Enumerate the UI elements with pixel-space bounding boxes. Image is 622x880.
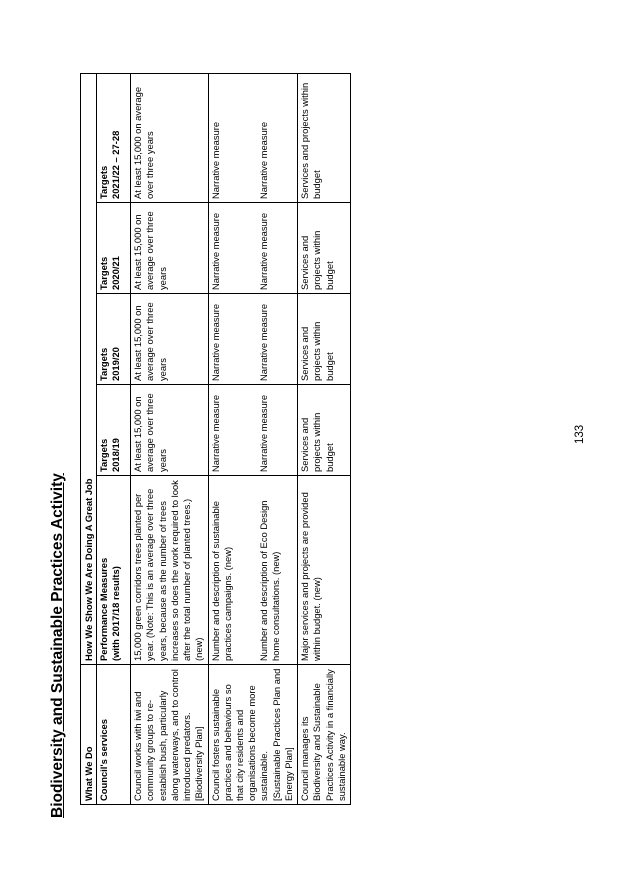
target-cell [208, 385, 298, 476]
measure-campaigns: Number and description of sustainable practices campaigns. (new) [209, 501, 233, 661]
header-measures: Performance Measures (with 2017/18 results) [97, 476, 131, 665]
target-narrative: Narrative measure [257, 121, 269, 199]
target-cell [208, 294, 298, 385]
group-header-row [81, 73, 97, 804]
service-cell: Council manages its Biodiversity and Sustainable Practices Activity in a financially sustainable way. [298, 665, 351, 805]
target-cell: Services and projects within budget [298, 203, 351, 294]
target-cell [208, 203, 298, 294]
target-narrative: Narrative measure [257, 394, 269, 472]
target-narrative: Narrative measure [257, 212, 269, 290]
target-narrative: Narrative measure [257, 303, 269, 381]
header-target-2021-28: Targets 2021/22 – 27-28 [97, 73, 131, 202]
header-services: Council's services [97, 665, 131, 805]
measure-cell: Major services and projects are provided within budget. (new) [298, 476, 351, 665]
table-row [208, 73, 298, 804]
page-title: Biodiversity and Sustainable Practices Activity [49, 473, 66, 818]
header-target-2019-20: Targets 2019/20 [97, 294, 131, 385]
group-header-what: What We Do [81, 665, 97, 805]
performance-table [80, 74, 351, 805]
target-narrative: Narrative measure [209, 303, 221, 381]
target-narrative: Narrative measure [209, 121, 221, 199]
target-cell: At least 15,000 on average over three years [131, 385, 208, 476]
page-number: 133 [574, 424, 586, 444]
target-cell: At least 15,000 on average over three years [131, 203, 208, 294]
table-row [298, 73, 351, 804]
group-header-how: How We Show We Are Doing A Great Job [81, 73, 97, 664]
column-header-row [97, 73, 131, 804]
service-cell: Council works with iwi and community groups to re-establish bush, particularly along waterways, and to control introduced predators. [Biodiversity Plan] [131, 665, 208, 805]
target-cell: Services and projects within budget [298, 73, 351, 202]
target-cell: Services and projects within budget [298, 385, 351, 476]
measure-eco-design: Number and description of Eco Design home consultations. (new) [257, 500, 281, 661]
target-narrative: Narrative measure [209, 212, 221, 290]
header-target-2018-19: Targets 2018/19 [97, 385, 131, 476]
target-cell [208, 73, 298, 202]
target-cell: At least 15,000 on average over three years [131, 294, 208, 385]
table-row [131, 73, 208, 804]
measure-cell [208, 476, 298, 665]
target-cell: Services and projects within budget [298, 294, 351, 385]
measure-cell: 15,000 green corridors trees planted per year. (Note: This is an average over three years, because as the number of trees increases so does the work required to look after the total number of planted trees.) (new) [131, 476, 208, 665]
target-cell: At least 15,000 on average over three years [131, 73, 208, 202]
service-cell: Council fosters sustainable practices and behaviours so that city residents and organisations become more sustainable. [Sustainable Practices Plan and Energy Plan] [208, 665, 298, 805]
header-target-2020-21: Targets 2020/21 [97, 203, 131, 294]
target-narrative: Narrative measure [209, 394, 221, 472]
